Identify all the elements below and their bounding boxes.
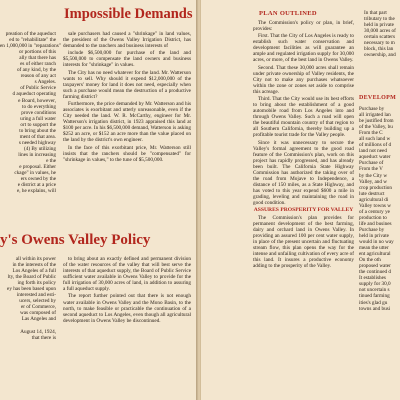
text-line: of millions of d [359, 142, 392, 149]
text-line: e, he explains, will [16, 188, 56, 195]
paragraph: include $6,500,000 for purchase of the land and $5,500,000 to compensate the land owners and business interests for "shrinkage" in values. [63, 50, 191, 69]
text-line: Valley, and w [359, 178, 388, 185]
text-line: It establishes [359, 275, 386, 282]
text-line: was composed of [19, 310, 56, 317]
text-line: aqueduct water [359, 154, 391, 161]
left-page [0, 0, 196, 400]
text-line: lines in increasing [18, 151, 56, 158]
text-line: ckage" in values, he [14, 170, 56, 177]
text-line: (4) By utilizing [24, 145, 56, 152]
heading-owens-valley-policy: y's Owens Valley Policy [0, 232, 151, 248]
text-line: ing forth its policy [17, 280, 56, 287]
text-line: On the oth [359, 257, 381, 264]
text-line: certain scatters [364, 34, 395, 41]
text-line: Purchase by [359, 226, 385, 233]
text-line: s needed highway [18, 139, 56, 146]
text-line: crop production [359, 184, 392, 191]
text-line: mean the utter [359, 245, 389, 252]
text-line: tinued farming [359, 293, 390, 300]
text-line: be justified from [359, 118, 394, 125]
text-line: e district at a price [17, 182, 56, 189]
text-line: In that part [364, 10, 387, 16]
text-line: or portions of this [18, 49, 56, 56]
text-line: ers owned by the [20, 176, 56, 183]
text-line: Purchase by [359, 106, 385, 112]
plan-item-paragraph: Since it was unnecessary to secure the Valley's formal agreement to the good road feature of the Commission's plan, work on this project has rapidly progressed, and has already been built. The California State Highway Commission has authorized the taking over of the road from Mojave to Independence, a distance of 150 miles, as a State Highway, and has voted to this year expend $600 a mile in grading, leveling and maintaining the road in good condition. [253, 139, 354, 207]
text-line: production to [359, 214, 387, 221]
heading-development: DEVELOPM [359, 95, 397, 101]
text-line: ment of that area. [19, 133, 56, 140]
text-line: Valley towns w [359, 202, 391, 209]
right-edge-col-top [364, 10, 400, 58]
text-line: prove conditions [21, 109, 56, 116]
right-edge-col-bottom [359, 106, 400, 312]
text-line: the continued d [359, 269, 391, 276]
paragraph: to bring about an exactly defined and permanent division of the water resources of the valley that will best serve the interests of that aqueduct supply, the Board of Public Service sufficient water available in Owens Valley to provide for the full irrigation of 30,000 acres of land, in addition to assuring a full aqueduct supply. [63, 256, 191, 293]
text-line: of the Valley, bu [359, 124, 393, 131]
closing-paragraph: The Commission's plan provides for permanent development of the best farming, dairy and orchard land in Owens Valley. In providing an assured 100 per cent water supply, in place of the present uncertain and fluctuating stream flow, this plan opens the way for the intense and unfailing cultivation of every acre of this land. It insures a productive economy adding to the prosperity of the Valley. [253, 214, 354, 269]
left-col1-top [0, 31, 61, 195]
text-line: en 1,000,000 in "reparations" [0, 43, 61, 50]
text-line: all irrigated lan [359, 112, 391, 119]
right-main-column [253, 20, 354, 270]
text-line: ey has been based upon [7, 286, 56, 293]
text-line: preation of the aqueduct [5, 31, 56, 37]
text-line: all within its power [15, 256, 56, 262]
text-line: e the [46, 157, 56, 164]
text-line: held in private [364, 22, 394, 29]
heading-plan-outlined: PLAN OUTLINED [259, 10, 317, 17]
text-line: land not need [359, 148, 387, 155]
text-line: ities's glad gu [359, 299, 388, 306]
text-line: of a century ye [359, 208, 390, 215]
text-line: s Angeles. [34, 79, 56, 86]
text-line: From the V [359, 166, 383, 173]
text-line: by the City w [359, 172, 388, 179]
text-line: ort to support the [20, 121, 56, 128]
text-line: life and busines [359, 220, 392, 227]
text-line: supply for 30,0 [359, 281, 391, 288]
text-line: tributary to the [364, 16, 395, 23]
text-line: Las Angeles and [21, 316, 56, 323]
text-line: towns and busi [359, 305, 391, 312]
text-line: of Public Service [20, 85, 56, 92]
text-line: reason of any act [20, 73, 56, 80]
text-line: ucers, selected by [19, 298, 56, 305]
plan-item-paragraph: Second. That these 30,000 acres shall remain under private ownership of Valley residents, the City not to make any purchases whatsoever within the zone or zones set aside to comprise this acreage. [253, 64, 354, 95]
paragraph: sale purchasers had caused a "shrinkage" in land values, the president of the Owens Valley Irrigation District, has demanded to the ranchers and business interests of [63, 31, 191, 50]
right-page [201, 0, 400, 400]
intro-paragraph: The Commission's policy or plan, in brief, provides: [253, 20, 354, 33]
paragraph: Furthermore, the price demanded by Mr. Watterson and his associates is exorbitant and utterly unreasonable, even if the City needed the land. W. R. McCarthy, engineer for Mr. Watterson's irrigation district, in 1923 appraised this land at $100 per acre. In his $6,500,000 demand, Watterson is asking $252 an acre, or $152 an acre more than the value placed on the land by the district's own engineer. [63, 101, 191, 144]
text-line: uring a full water [20, 115, 56, 122]
text-line: to bring about the [19, 127, 56, 134]
text-line: lty, the Board of Public [7, 274, 56, 281]
text-line: held in private [359, 232, 389, 239]
text-line: e Board, however, [18, 97, 56, 104]
text-line: From the C [359, 130, 383, 137]
text-line: lute destruct [359, 190, 385, 197]
paragraph: In the face of this exorbitant price, Mr. Watterson still insists that the ranchers should be "compensated" for "shrinkage in values," to the tune of $5,500,000. [63, 144, 191, 163]
text-line: es of either ranch [20, 61, 56, 68]
text-line: block, this lan [364, 46, 394, 53]
text-line: would in no way [359, 239, 394, 246]
text-line: proposed water [359, 263, 391, 270]
text-line: in the interests of the [12, 262, 56, 269]
paragraph: The report further pointed out that there is not enough water available in Owens Valley and the Mono Basin, to the north, to make feasible or practicable the continuation of a second aqueduct to Los Angeles, even though all agricultural development in Owens Valley be discontinued. [63, 293, 191, 324]
left-col2-top [63, 31, 191, 164]
text-line: ally that there has [19, 55, 56, 62]
text-line: e proposal. Either [19, 164, 56, 171]
left-col2-bottom [63, 256, 191, 325]
plan-item-paragraph: First. That the City of Los Angeles is ready to establish such water conservation and development facilities as will guarantee an ample and regulated irrigation supply for 30,000 acres, or more, of the best land in Owens Valley. [253, 33, 354, 64]
plan-item-paragraph: Third. That the City would use its best efforts to bring about the establishment of a good automobile road from Los Angeles into and through Owens Valley. Such a road will open the beautiful mountain country of that region to all Southern California, thereby building up a profitable tourist trade for the Valley people. [253, 96, 354, 139]
text-line: to do everything [22, 103, 56, 110]
text-line: Purchase of [359, 160, 384, 167]
text-line: 30,000 acres of [364, 28, 396, 35]
text-line: ownership, and [364, 52, 396, 59]
subhead-assures-prosperity: ASSURES PROSPERITY FOR VALLEY [253, 207, 354, 214]
text-line: necessary to m [364, 40, 395, 47]
text-line: interested and esti- [16, 292, 56, 299]
left-col1-bottom [0, 256, 56, 341]
text-line: not uncertain s [359, 287, 390, 294]
text-line: ent agricultural [359, 251, 391, 258]
text-line: d aqueduct operating [12, 91, 56, 98]
text-line: of any kind, by the [16, 67, 56, 74]
text-line: ed to "rehabilitate" the [9, 37, 56, 44]
text-line: agricultural di [359, 196, 389, 203]
text-line: all such land w [359, 136, 391, 143]
text-line: er of Commerce, [20, 304, 56, 311]
text-line: August 14, 1924, [20, 328, 56, 335]
paragraph: The City has no need whatever for the land. Mr. Watterson wants to sell. Why should it expend $12,000,000 of the taxpayers' money for land it does not need, especially when such a purchase would mean the destruction of a productive farming district? [63, 69, 191, 100]
text-line: Los Angeles of a full [12, 268, 56, 275]
text-line: that there is [31, 334, 56, 341]
heading-impossible-demands: Impossible Demands [64, 6, 193, 22]
